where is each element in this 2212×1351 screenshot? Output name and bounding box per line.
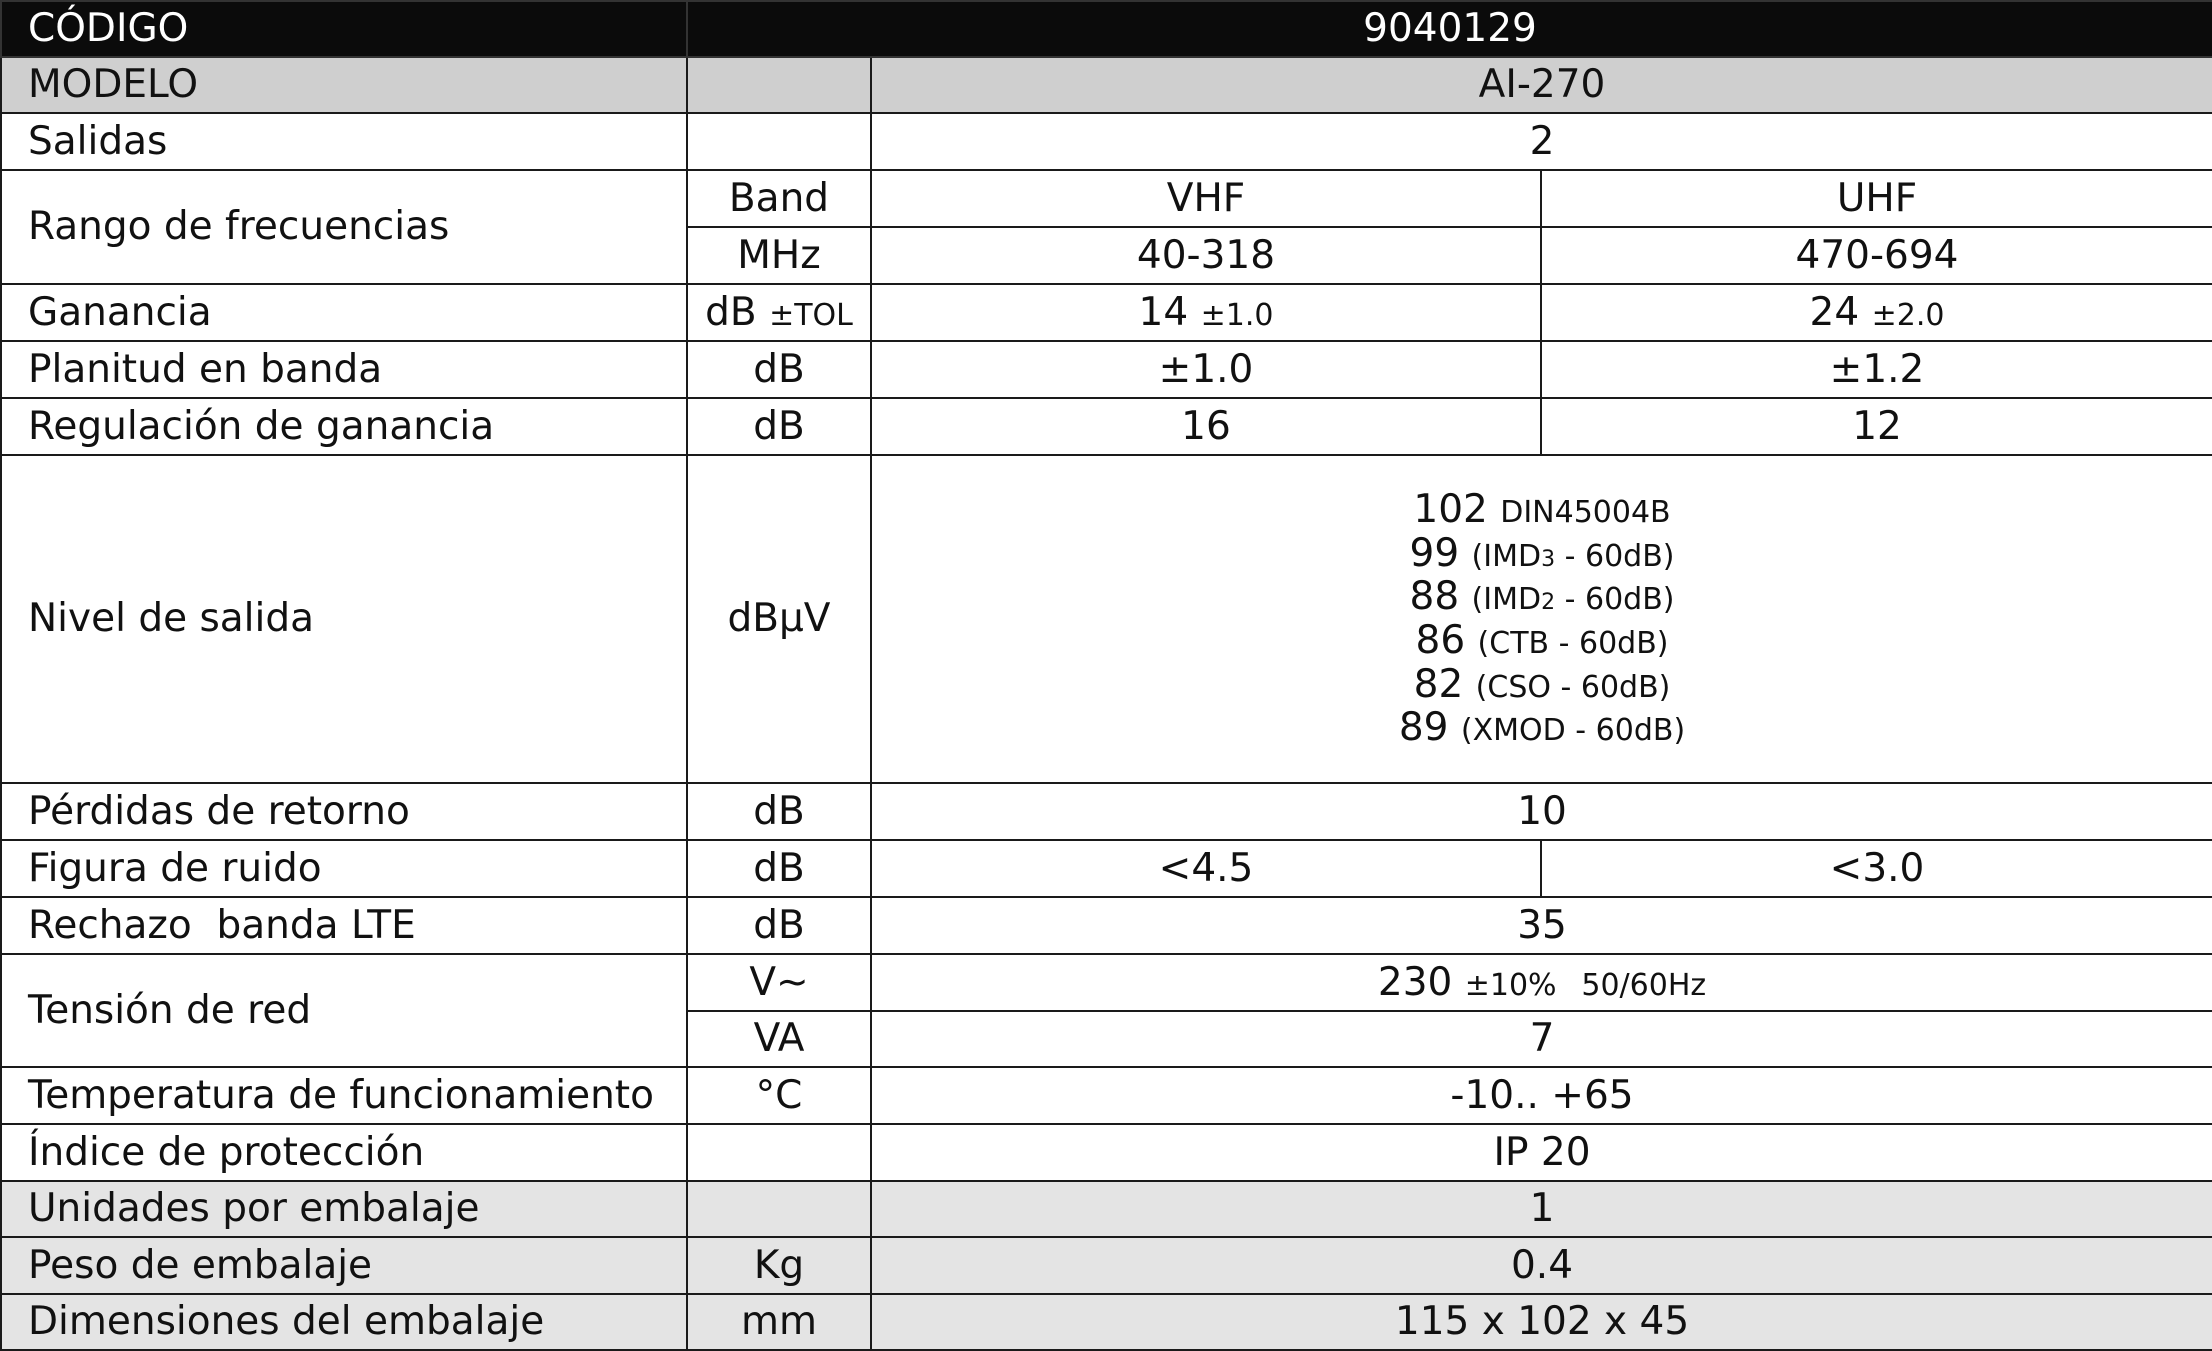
regulacion-label: Regulación de ganancia [1, 398, 687, 455]
unidades-label: Unidades por embalaje [1, 1181, 687, 1237]
indice-value: IP 20 [871, 1124, 2212, 1181]
ganancia-unit-suffix: ±TOL [769, 297, 853, 333]
codigo-label: CÓDIGO [1, 1, 687, 57]
row-modelo [1, 57, 2212, 113]
planitud-uhf: ±1.2 [1541, 341, 2212, 398]
dimensiones-unit: mm [687, 1294, 871, 1350]
ganancia-uhf: 24 [1809, 289, 1860, 335]
unidades-value: 1 [871, 1181, 2212, 1237]
row-regulacion [1, 398, 2212, 455]
nivel-line-6: 89 (XMOD - 60dB) [1398, 705, 1686, 751]
tension-v-unit: V~ [687, 954, 871, 1011]
ganancia-label: Ganancia [1, 284, 687, 341]
temperatura-value: -10.. +65 [871, 1067, 2212, 1124]
perdidas-value: 10 [871, 783, 2212, 840]
peso-unit: Kg [687, 1237, 871, 1294]
planitud-label: Planitud en banda [1, 341, 687, 398]
salidas-label: Salidas [1, 113, 687, 170]
ganancia-vhf-tol: ±1.0 [1200, 297, 1274, 333]
temperatura-unit: °C [687, 1067, 871, 1124]
rango-mhz-unit: MHz [687, 227, 871, 284]
planitud-unit: dB [687, 341, 871, 398]
row-planitud [1, 341, 2212, 398]
row-temperatura [1, 1067, 2212, 1124]
regulacion-unit: dB [687, 398, 871, 455]
rango-label: Rango de frecuencias [1, 170, 687, 284]
rango-band-unit: Band [687, 170, 871, 227]
peso-value: 0.4 [871, 1237, 2212, 1294]
planitud-vhf: ±1.0 [871, 341, 1541, 398]
row-nivel [1, 455, 2212, 783]
dimensiones-value: 115 x 102 x 45 [871, 1294, 2212, 1350]
rango-mhz-uhf: 470-694 [1541, 227, 2212, 284]
rango-band-vhf: VHF [871, 170, 1541, 227]
row-unidades [1, 1181, 2212, 1237]
row-codigo [1, 1, 2212, 57]
regulacion-uhf: 12 [1541, 398, 2212, 455]
salidas-unit [687, 113, 871, 170]
unidades-unit [687, 1181, 871, 1237]
nivel-line-5: 82 (CSO - 60dB) [1413, 661, 1671, 707]
row-perdidas [1, 783, 2212, 840]
regulacion-vhf: 16 [871, 398, 1541, 455]
dimensiones-label: Dimensiones del embalaje [1, 1294, 687, 1350]
indice-unit [687, 1124, 871, 1181]
rango-mhz-vhf: 40-318 [871, 227, 1541, 284]
codigo-value: 9040129 [687, 1, 2212, 57]
ruido-uhf: <3.0 [1541, 840, 2212, 897]
row-dimensiones [1, 1294, 2212, 1350]
nivel-line-2: 99 (IMD3 - 60dB) [1409, 530, 1675, 576]
ruido-vhf: <4.5 [871, 840, 1541, 897]
tension-v-freq: 50/60Hz [1581, 967, 1707, 1003]
row-salidas [1, 113, 2212, 170]
tension-v-cell [871, 954, 2212, 1011]
salidas-value: 2 [871, 113, 2212, 170]
peso-label: Peso de embalaje [1, 1237, 687, 1294]
nivel-line-3: 88 (IMD2 - 60dB) [1409, 574, 1675, 620]
row-ruido [1, 840, 2212, 897]
ganancia-unit: dB [705, 289, 757, 335]
modelo-unit [687, 57, 871, 113]
lte-value: 35 [871, 897, 2212, 954]
perdidas-unit: dB [687, 783, 871, 840]
tension-v-tol: ±10% [1464, 967, 1557, 1003]
indice-label: Índice de protección [1, 1124, 687, 1181]
ganancia-unit-cell [687, 284, 871, 341]
row-lte [1, 897, 2212, 954]
nivel-values [871, 455, 2212, 783]
tension-v-value: 230 [1377, 959, 1453, 1005]
ruido-unit: dB [687, 840, 871, 897]
row-tension-v [1, 954, 2212, 1011]
rango-band-uhf: UHF [1541, 170, 2212, 227]
ganancia-vhf-cell [871, 284, 1541, 341]
temperatura-label: Temperatura de funcionamiento [1, 1067, 687, 1124]
row-ganancia [1, 284, 2212, 341]
nivel-unit: dBµV [687, 455, 871, 783]
tension-va-unit: VA [687, 1011, 871, 1067]
ruido-label: Figura de ruido [1, 840, 687, 897]
row-rango-band [1, 170, 2212, 227]
ganancia-uhf-cell [1541, 284, 2212, 341]
ganancia-vhf: 14 [1138, 289, 1189, 335]
modelo-value: AI-270 [871, 57, 2212, 113]
ganancia-uhf-tol: ±2.0 [1871, 297, 1945, 333]
nivel-line-4: 86 (CTB - 60dB) [1415, 618, 1669, 663]
perdidas-label: Pérdidas de retorno [1, 783, 687, 840]
tension-label: Tensión de red [1, 954, 687, 1067]
lte-label: Rechazo banda LTE [1, 897, 687, 954]
nivel-label: Nivel de salida [1, 455, 687, 783]
lte-unit: dB [687, 897, 871, 954]
modelo-label: MODELO [1, 57, 687, 113]
row-peso [1, 1237, 2212, 1294]
tension-va-value: 7 [871, 1011, 2212, 1067]
row-indice [1, 1124, 2212, 1181]
nivel-line-1: 102 DIN45004B [1413, 486, 1671, 532]
